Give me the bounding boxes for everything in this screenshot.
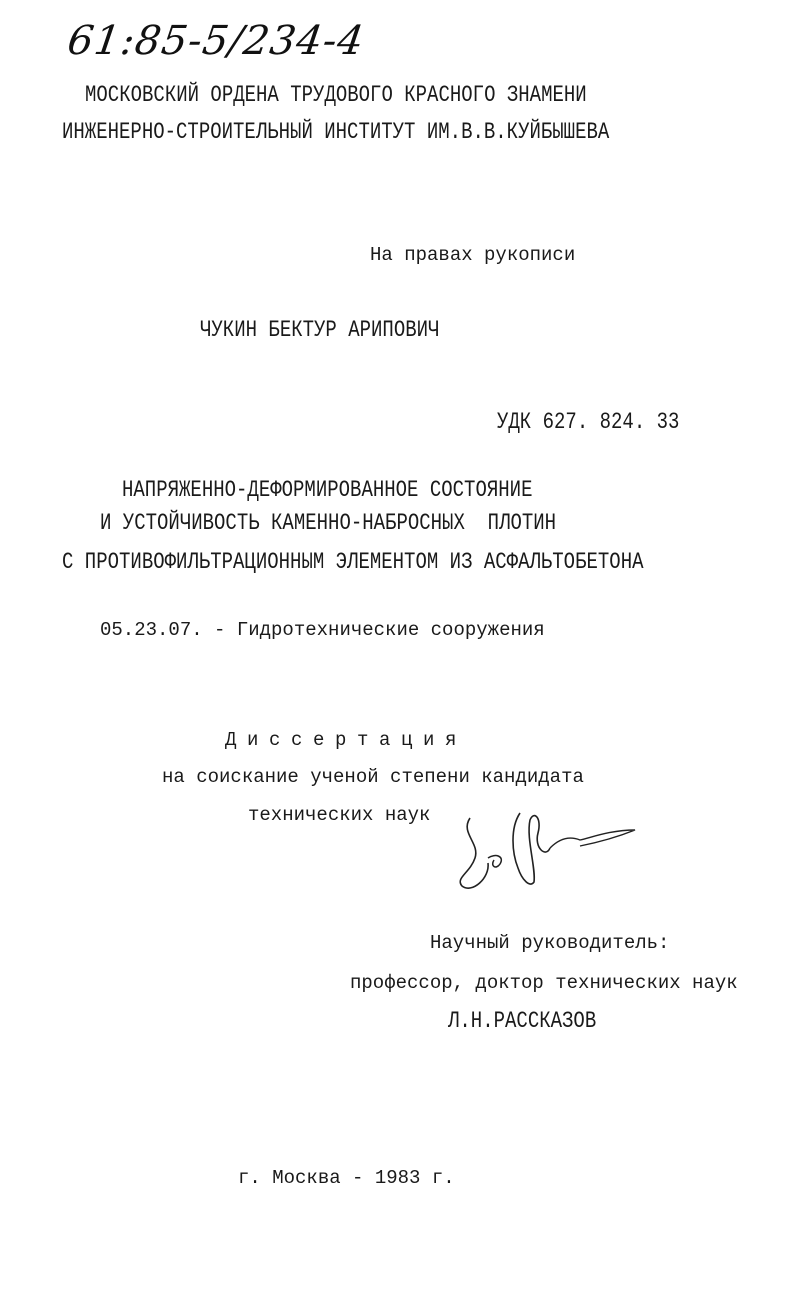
author-name: ЧУКИН БЕКТУР АРИПОВИЧ bbox=[200, 316, 440, 344]
work-type-degree: на соискание ученой степени кандидата bbox=[162, 766, 584, 788]
specialty-code: 05.23.07. - Гидротехнические сооружения bbox=[100, 619, 545, 641]
institution-line-2: ИНЖЕНЕРНО-СТРОИТЕЛЬНЫЙ ИНСТИТУТ ИМ.В.В.КУЙБЫШЕВА bbox=[62, 118, 610, 146]
supervisor-label: Научный руководитель: bbox=[430, 932, 670, 954]
supervisor-name: Л.Н.РАССКАЗОВ bbox=[448, 1007, 597, 1035]
title-line-1: НАПРЯЖЕННО-ДЕФОРМИРОВАННОЕ СОСТОЯНИЕ bbox=[122, 476, 533, 504]
author-signature bbox=[450, 808, 645, 898]
institution-line-1: МОСКОВСКИЙ ОРДЕНА ТРУДОВОГО КРАСНОГО ЗНАМЕНИ bbox=[85, 81, 587, 109]
work-type-field: технических наук bbox=[248, 804, 431, 826]
handwritten-catalog-number: 61:85-5/234-4 bbox=[64, 18, 368, 64]
title-line-2: И УСТОЙЧИВОСТЬ КАМЕННО-НАБРОСНЫХ ПЛОТИН bbox=[100, 509, 557, 537]
title-line-3: С ПРОТИВОФИЛЬТРАЦИОННЫМ ЭЛЕМЕНТОМ ИЗ АСФАЛЬТОБЕТОНА bbox=[62, 548, 644, 576]
manuscript-note: На правах рукописи bbox=[370, 244, 576, 266]
work-type-label: Диссертация bbox=[225, 729, 468, 751]
place-and-year: г. Москва - 1983 г. bbox=[238, 1167, 455, 1189]
udc-code: УДК 627. 824. 33 bbox=[497, 408, 680, 436]
supervisor-rank: профессор, доктор технических наук bbox=[350, 972, 738, 994]
